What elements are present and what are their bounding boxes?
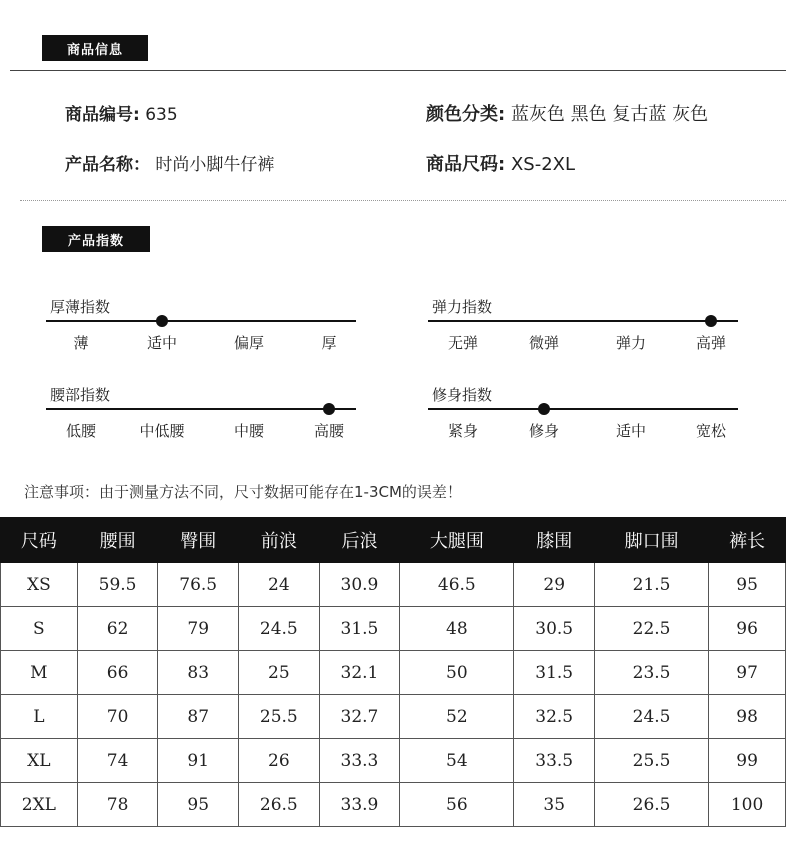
table-cell: 74	[77, 739, 158, 783]
scale-option-label: 薄	[73, 334, 89, 352]
table-cell: 78	[77, 783, 158, 827]
table-cell: 30.9	[319, 563, 400, 607]
table-cell: 79	[158, 607, 239, 651]
table-cell: 24.5	[595, 695, 709, 739]
size-range-value: XS-2XL	[510, 154, 576, 175]
table-header-cell: 脚口围	[595, 518, 709, 563]
table-row	[1, 739, 786, 783]
product-name-value: 时尚小脚牛仔裤	[155, 155, 275, 175]
table-cell: 54	[400, 739, 514, 783]
table-cell: 33.9	[319, 783, 400, 827]
scale-option-label: 修身	[528, 422, 559, 440]
table-cell: 26	[239, 739, 320, 783]
table-cell: 23.5	[595, 651, 709, 695]
table-cell: 32.5	[514, 695, 595, 739]
table-cell: 98	[709, 695, 786, 739]
size-range-label: 商品尺码:	[426, 154, 506, 175]
product-name-label: 产品名称：	[65, 155, 150, 175]
table-cell: 25.5	[239, 695, 320, 739]
table-cell: 50	[400, 651, 514, 695]
table-cell: 96	[709, 607, 786, 651]
scale-option-label: 偏厚	[233, 334, 264, 352]
table-cell: 56	[400, 783, 514, 827]
scale-option-label: 无弹	[447, 334, 478, 352]
table-cell: 25	[239, 651, 320, 695]
table-cell: 21.5	[595, 563, 709, 607]
scale-marker	[705, 315, 717, 327]
scale-marker	[156, 315, 168, 327]
scale-option-label: 宽松	[695, 422, 726, 440]
table-cell: 33.3	[319, 739, 400, 783]
table-cell: 99	[709, 739, 786, 783]
header-divider	[10, 70, 786, 71]
product-code-label: 商品编号:	[65, 105, 140, 125]
scale-line	[428, 408, 738, 410]
table-cell: 24	[239, 563, 320, 607]
scale-option-label: 低腰	[65, 422, 96, 440]
section-tag-product-index: 产品指数	[42, 226, 150, 252]
table-cell: 30.5	[514, 607, 595, 651]
table-cell: 25.5	[595, 739, 709, 783]
table-cell: 83	[158, 651, 239, 695]
table-cell: 91	[158, 739, 239, 783]
table-cell: 46.5	[400, 563, 514, 607]
scale-line	[46, 408, 356, 410]
table-cell: 22.5	[595, 607, 709, 651]
table-cell: XS	[1, 563, 78, 607]
table-cell: 33.5	[514, 739, 595, 783]
table-header-cell: 大腿围	[400, 518, 514, 563]
scale-line	[428, 320, 738, 322]
table-header-cell: 后浪	[319, 518, 400, 563]
table-cell: 100	[709, 783, 786, 827]
table-cell: 62	[77, 607, 158, 651]
table-header-cell: 裤长	[709, 518, 786, 563]
table-header-cell: 腰围	[77, 518, 158, 563]
table-row	[1, 783, 786, 827]
table-cell: 70	[77, 695, 158, 739]
scale-option-label: 厚	[321, 334, 337, 352]
table-cell: 95	[158, 783, 239, 827]
dotted-divider	[20, 200, 786, 201]
size-table-body	[1, 563, 786, 827]
scale-option-label: 中腰	[233, 422, 264, 440]
table-cell: 97	[709, 651, 786, 695]
color-category	[426, 100, 708, 126]
scale-option-label: 适中	[615, 422, 646, 440]
scale-option-label: 紧身	[447, 422, 478, 440]
table-cell: 87	[158, 695, 239, 739]
scale-option-label: 微弹	[528, 334, 559, 352]
color-category-value: 蓝灰色 黑色 复古蓝 灰色	[510, 104, 709, 125]
table-header-cell: 臀围	[158, 518, 239, 563]
table-cell: 29	[514, 563, 595, 607]
scale-option-label: 高弹	[695, 334, 726, 352]
table-row	[1, 607, 786, 651]
size-table-header	[1, 518, 786, 563]
product-code-value: 635	[145, 105, 178, 125]
table-cell: 2XL	[1, 783, 78, 827]
table-cell: 35	[514, 783, 595, 827]
table-row	[1, 651, 786, 695]
table-header-cell: 前浪	[239, 518, 320, 563]
section-tag-product-info: 商品信息	[42, 35, 148, 61]
table-cell: 66	[77, 651, 158, 695]
size-range	[426, 150, 575, 176]
table-cell: 26.5	[239, 783, 320, 827]
table-cell: 48	[400, 607, 514, 651]
table-cell: 32.1	[319, 651, 400, 695]
table-cell: 76.5	[158, 563, 239, 607]
table-header-cell: 膝围	[514, 518, 595, 563]
scale-marker	[323, 403, 335, 415]
scale-option-label: 适中	[146, 334, 177, 352]
scale-option-label: 高腰	[313, 422, 344, 440]
table-cell: S	[1, 607, 78, 651]
table-cell: 24.5	[239, 607, 320, 651]
table-cell: XL	[1, 739, 78, 783]
table-header-cell: 尺码	[1, 518, 78, 563]
product-code	[65, 100, 178, 125]
scale-option-label: 弹力	[615, 334, 646, 352]
table-cell: 52	[400, 695, 514, 739]
table-row	[1, 563, 786, 607]
size-table	[0, 517, 786, 827]
product-name	[65, 150, 274, 175]
scale-marker	[538, 403, 550, 415]
table-cell: 32.7	[319, 695, 400, 739]
scale-option-label: 中低腰	[139, 422, 185, 440]
table-cell: M	[1, 651, 78, 695]
table-cell: 26.5	[595, 783, 709, 827]
table-cell: 95	[709, 563, 786, 607]
scale-title: 弹力指数	[432, 298, 493, 316]
table-cell: 31.5	[514, 651, 595, 695]
scale-line	[46, 320, 356, 322]
table-row	[1, 695, 786, 739]
measurement-notice: 注意事项：由于测量方法不同，尺寸数据可能存在1-3CM的误差！	[24, 483, 462, 501]
table-cell: L	[1, 695, 78, 739]
color-category-label: 颜色分类:	[426, 104, 506, 125]
scale-title: 厚薄指数	[50, 298, 111, 316]
table-cell: 31.5	[319, 607, 400, 651]
table-cell: 59.5	[77, 563, 158, 607]
scale-title: 腰部指数	[50, 386, 111, 404]
scale-title: 修身指数	[432, 386, 493, 404]
